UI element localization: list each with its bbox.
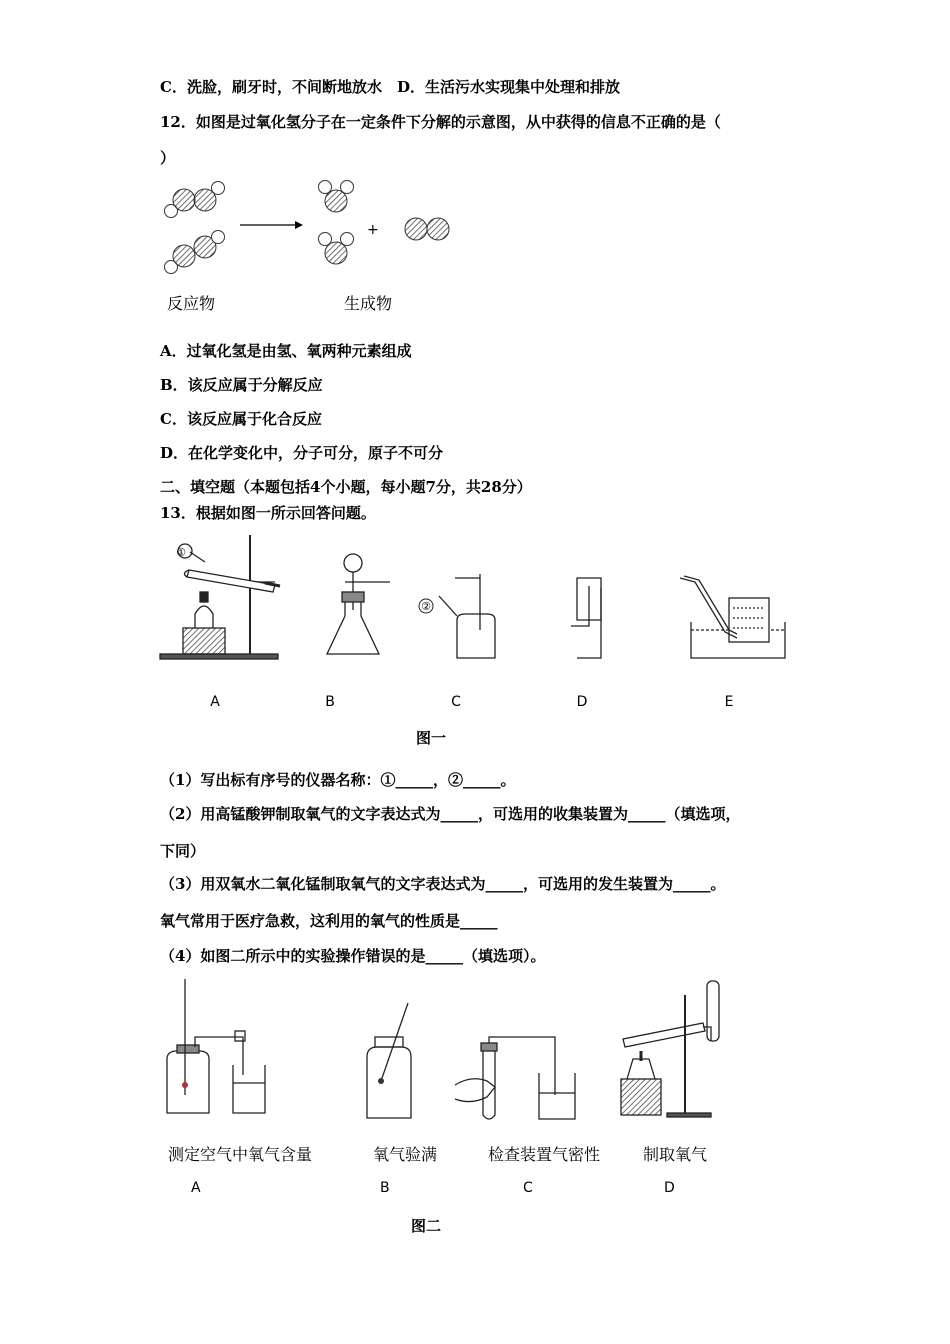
marker-1: ①	[176, 546, 186, 559]
oxygen-molecule	[405, 218, 449, 240]
fig2-caption-a: 测定空气中氧气含量	[168, 1145, 313, 1164]
q13-part-2: （2）用高锰酸钾制取氧气的文字表达式为_____，可选用的收集装置为_____（填选项，	[160, 805, 741, 823]
q13-part-3: （3）用双氧水二氧化锰制取氧气的文字表达式为_____，可选用的发生装置为_____。	[160, 875, 726, 893]
q12-option-d: D．在化学变化中，分子可分，原子不可分	[160, 444, 444, 462]
fig2-label-c: C	[523, 1180, 533, 1196]
figure-1-apparatus	[155, 530, 795, 715]
product-label: 生成物	[344, 294, 393, 313]
fig1-label-e: E	[724, 694, 734, 710]
fig2-caption-b: 氧气验满	[373, 1145, 438, 1164]
marker-2: ②	[421, 600, 431, 613]
operation-b-oxygen-full-test	[367, 1003, 411, 1118]
fig2-label-a: A	[191, 1180, 201, 1196]
operation-a-oxygen-content	[167, 979, 265, 1113]
operation-d-make-oxygen	[621, 981, 719, 1117]
fig2-caption-d: 制取氧气	[643, 1145, 708, 1164]
figure-1-title: 图一	[416, 729, 447, 747]
water-molecule-1	[319, 181, 354, 213]
fig1-label-d: D	[576, 694, 588, 710]
fig2-caption-c: 检查装置气密性	[488, 1145, 601, 1164]
q11-options-cd: C．洗脸，刷牙时，不间断地放水 D．生活污水实现集中处理和排放	[160, 78, 620, 96]
q13-part-2-cont: 下同）	[160, 842, 206, 860]
fig1-label-a: A	[210, 694, 220, 710]
reactant-label: 反应物	[167, 294, 216, 313]
h2o2-molecule-2	[165, 231, 225, 274]
q12-option-c: C．该反应属于化合反应	[160, 410, 322, 428]
q12-option-b: B．该反应属于分解反应	[160, 376, 323, 394]
q13-part-1: （1）写出标有序号的仪器名称：①_____，②_____。	[160, 771, 516, 789]
apparatus-e-water-trough	[680, 576, 785, 658]
operation-c-airtightness	[455, 1037, 575, 1119]
apparatus-b-flask	[327, 554, 390, 654]
h2o2-decomposition-diagram	[155, 175, 465, 320]
water-molecule-2	[319, 233, 354, 265]
figure-2-title: 图二	[411, 1217, 442, 1235]
q13-stem: 13．根据如图一所示回答问题。	[160, 504, 376, 522]
q12-stem: 12．如图是过氧化氢分子在一定条件下分解的示意图，从中获得的信息不正确的是（	[160, 113, 721, 131]
apparatus-d-collection	[571, 578, 601, 658]
q12-option-a: A．过氧化氢是由氢、氧两种元素组成	[160, 342, 412, 360]
h2o2-molecule-1	[165, 182, 225, 218]
apparatus-c-bottle	[439, 574, 495, 658]
fig1-label-c: C	[451, 694, 461, 710]
q12-paren: ）	[160, 149, 176, 167]
fig2-label-b: B	[380, 1180, 390, 1196]
reaction-arrow	[240, 221, 303, 229]
figure-2-operations	[155, 975, 755, 1120]
section-2-heading: 二、填空题（本题包括4个小题，每小题7分，共28分）	[160, 478, 532, 496]
q13-part-4: （4）如图二所示中的实验操作错误的是_____（填选项）。	[160, 947, 546, 965]
fig2-label-d: D	[664, 1180, 675, 1196]
q13-part-3-cont: 氧气常用于医疗急救，这利用的氧气的性质是_____	[160, 912, 498, 930]
plus-sign: +	[367, 222, 379, 238]
fig1-label-b: B	[325, 694, 335, 710]
